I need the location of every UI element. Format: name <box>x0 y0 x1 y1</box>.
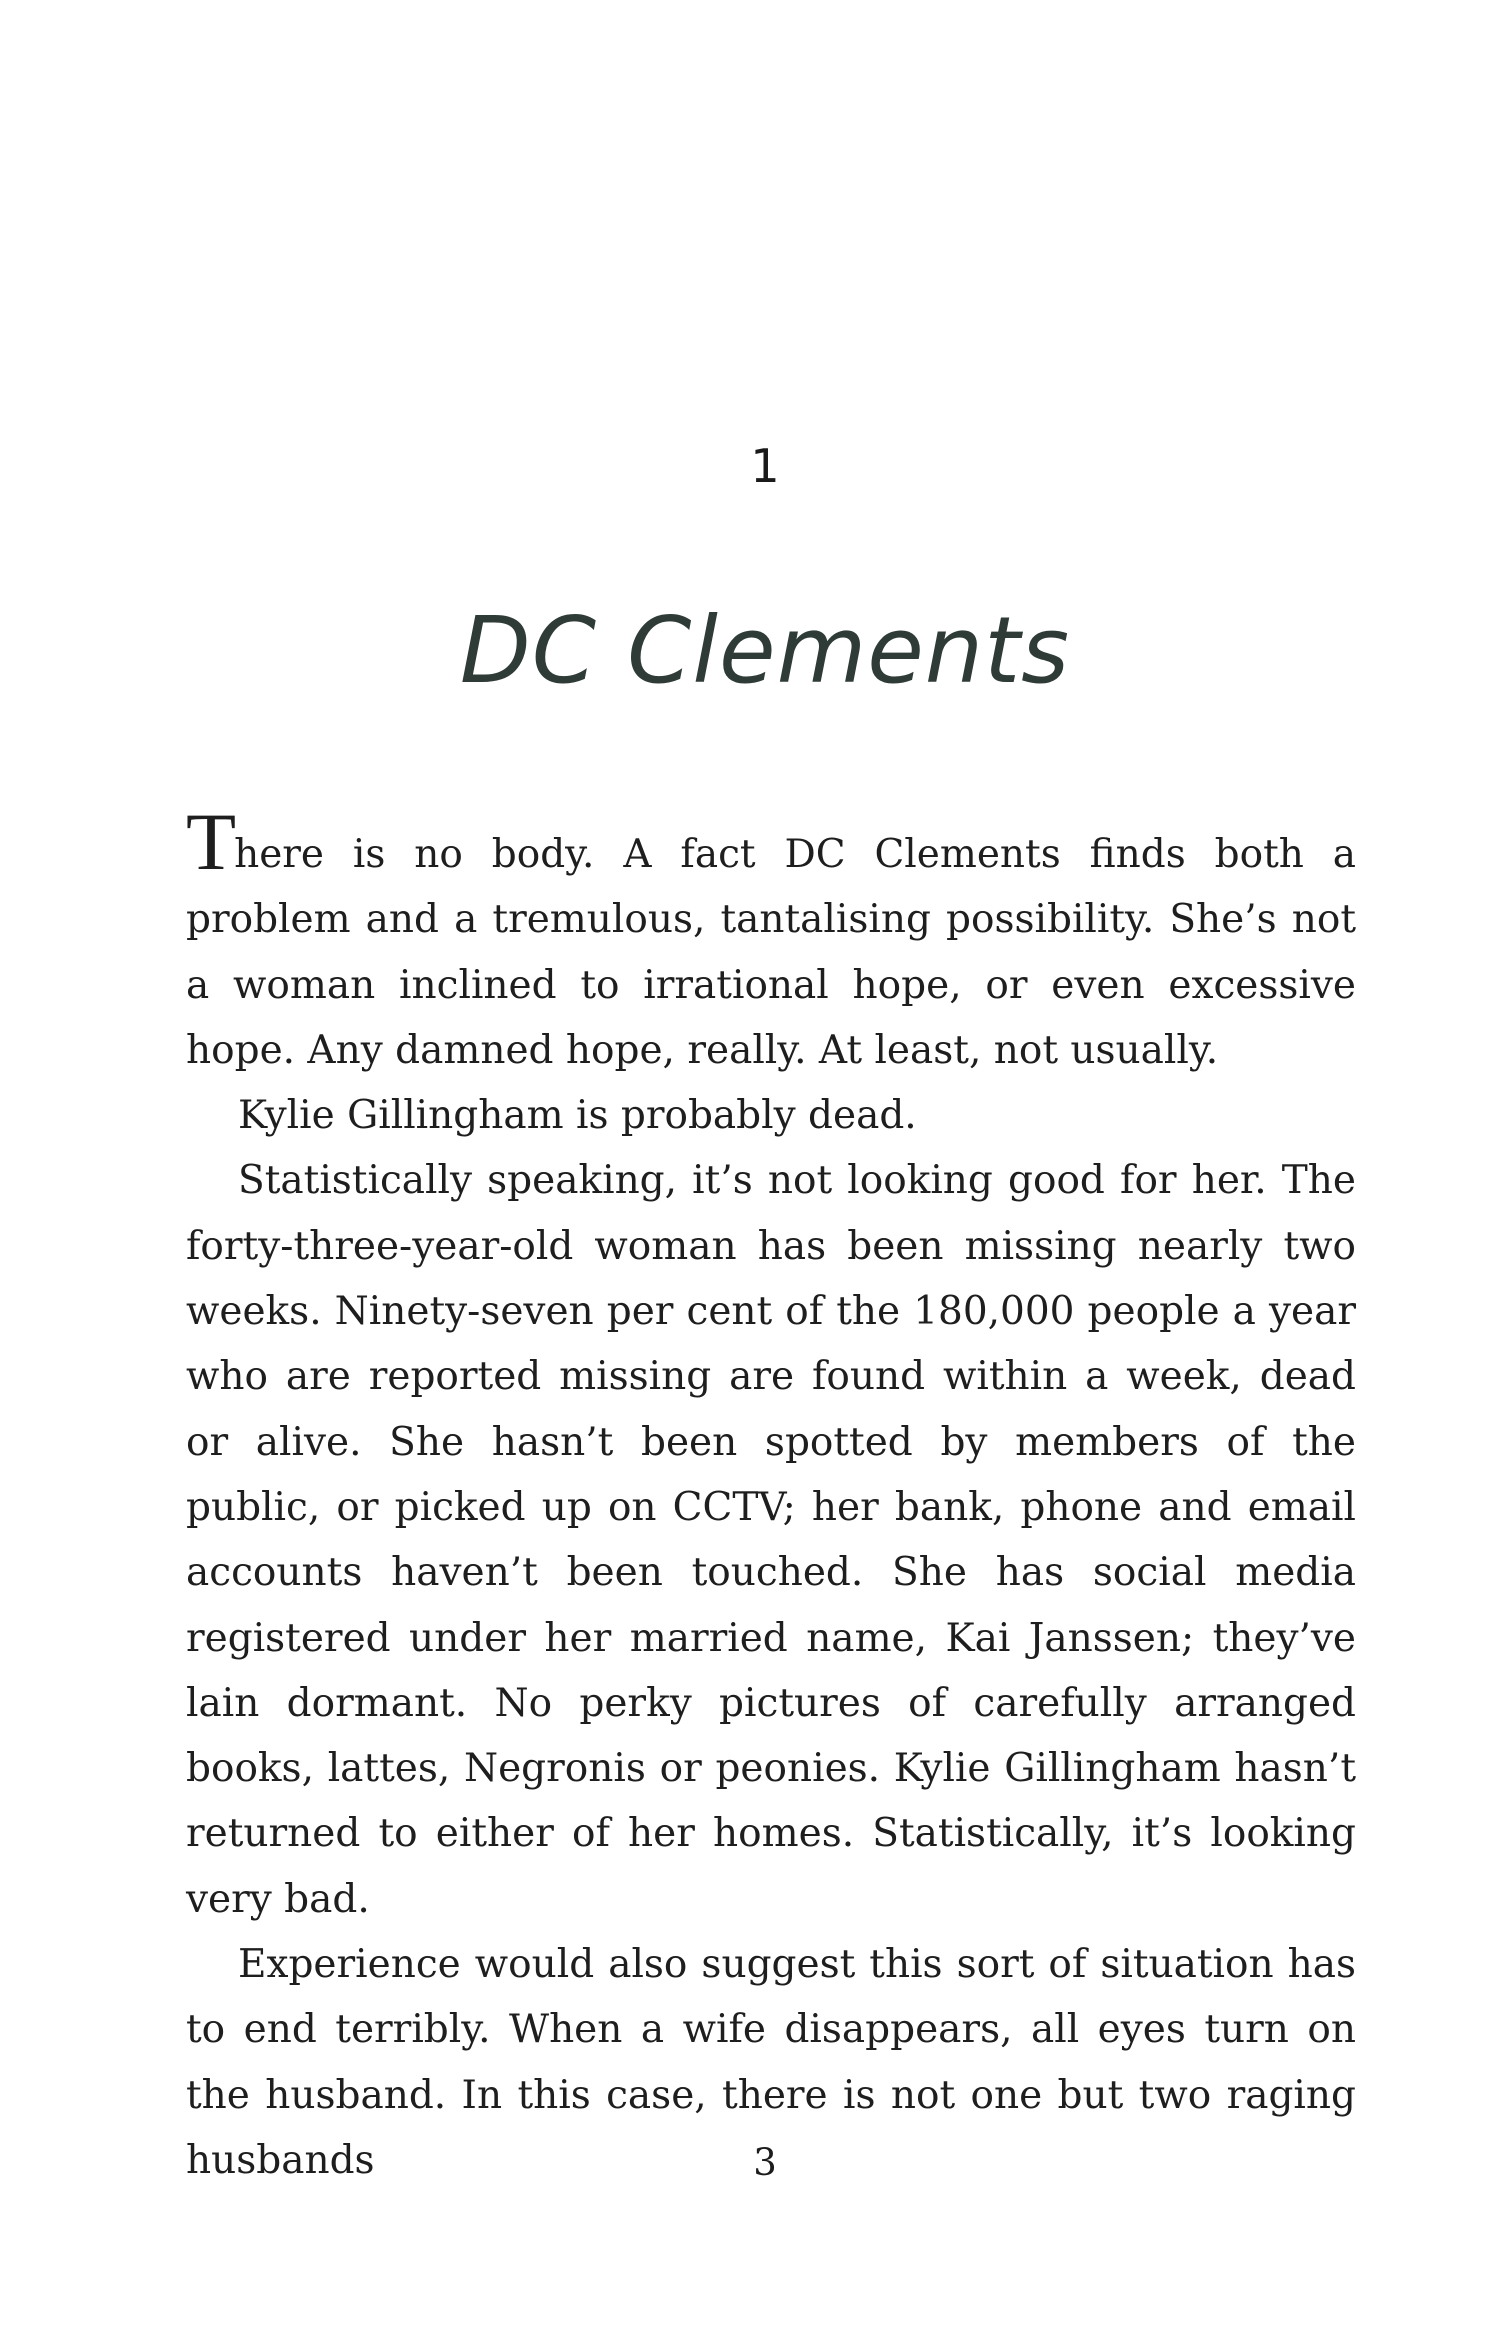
paragraph-2: Kylie Gillingham is probably dead. <box>238 1093 917 1139</box>
page-number: 3 <box>753 2141 777 2184</box>
chapter-body <box>186 796 1356 2193</box>
chapter-number: 1 <box>750 439 780 493</box>
paragraph-4: Experience would also suggest this sort of situation has to end terribly. When a wife disappears, all eyes turn on the husband. In this case, there is not one but two raging husbands <box>186 1942 1356 2183</box>
paragraph-3: Statistically speaking, it’s not looking good for her. The forty-three-year-old woman has been missing nearly two weeks. Ninety-seven per cent of the 180,000 people a year who are reported missing are found within a week, dead or alive. She hasn’t been spotted by members of the public, or picked up on CCTV; her bank, phone and email accounts haven’t been touched. She has social media registered under her married name, Kai Janssen; they’ve lain dormant. No perky pictures of carefully arranged books, lattes, Negronis or peonies. Kylie Gillingham hasn’t returned to either of her homes. Statistically, it’s looking very bad. <box>186 1158 1356 1922</box>
drop-initial: T <box>186 796 235 887</box>
paragraph-1-text: here is no body. A fact DC Clements finds both a problem and a tremulous, tantalising possibility. She’s not a woman inclined to irrational hope, or even excessive hope. Any damned hope, really. At least, not usually. <box>186 832 1356 1073</box>
chapter-title: DC Clements <box>459 597 1071 704</box>
paragraph-1 <box>186 796 1356 1083</box>
